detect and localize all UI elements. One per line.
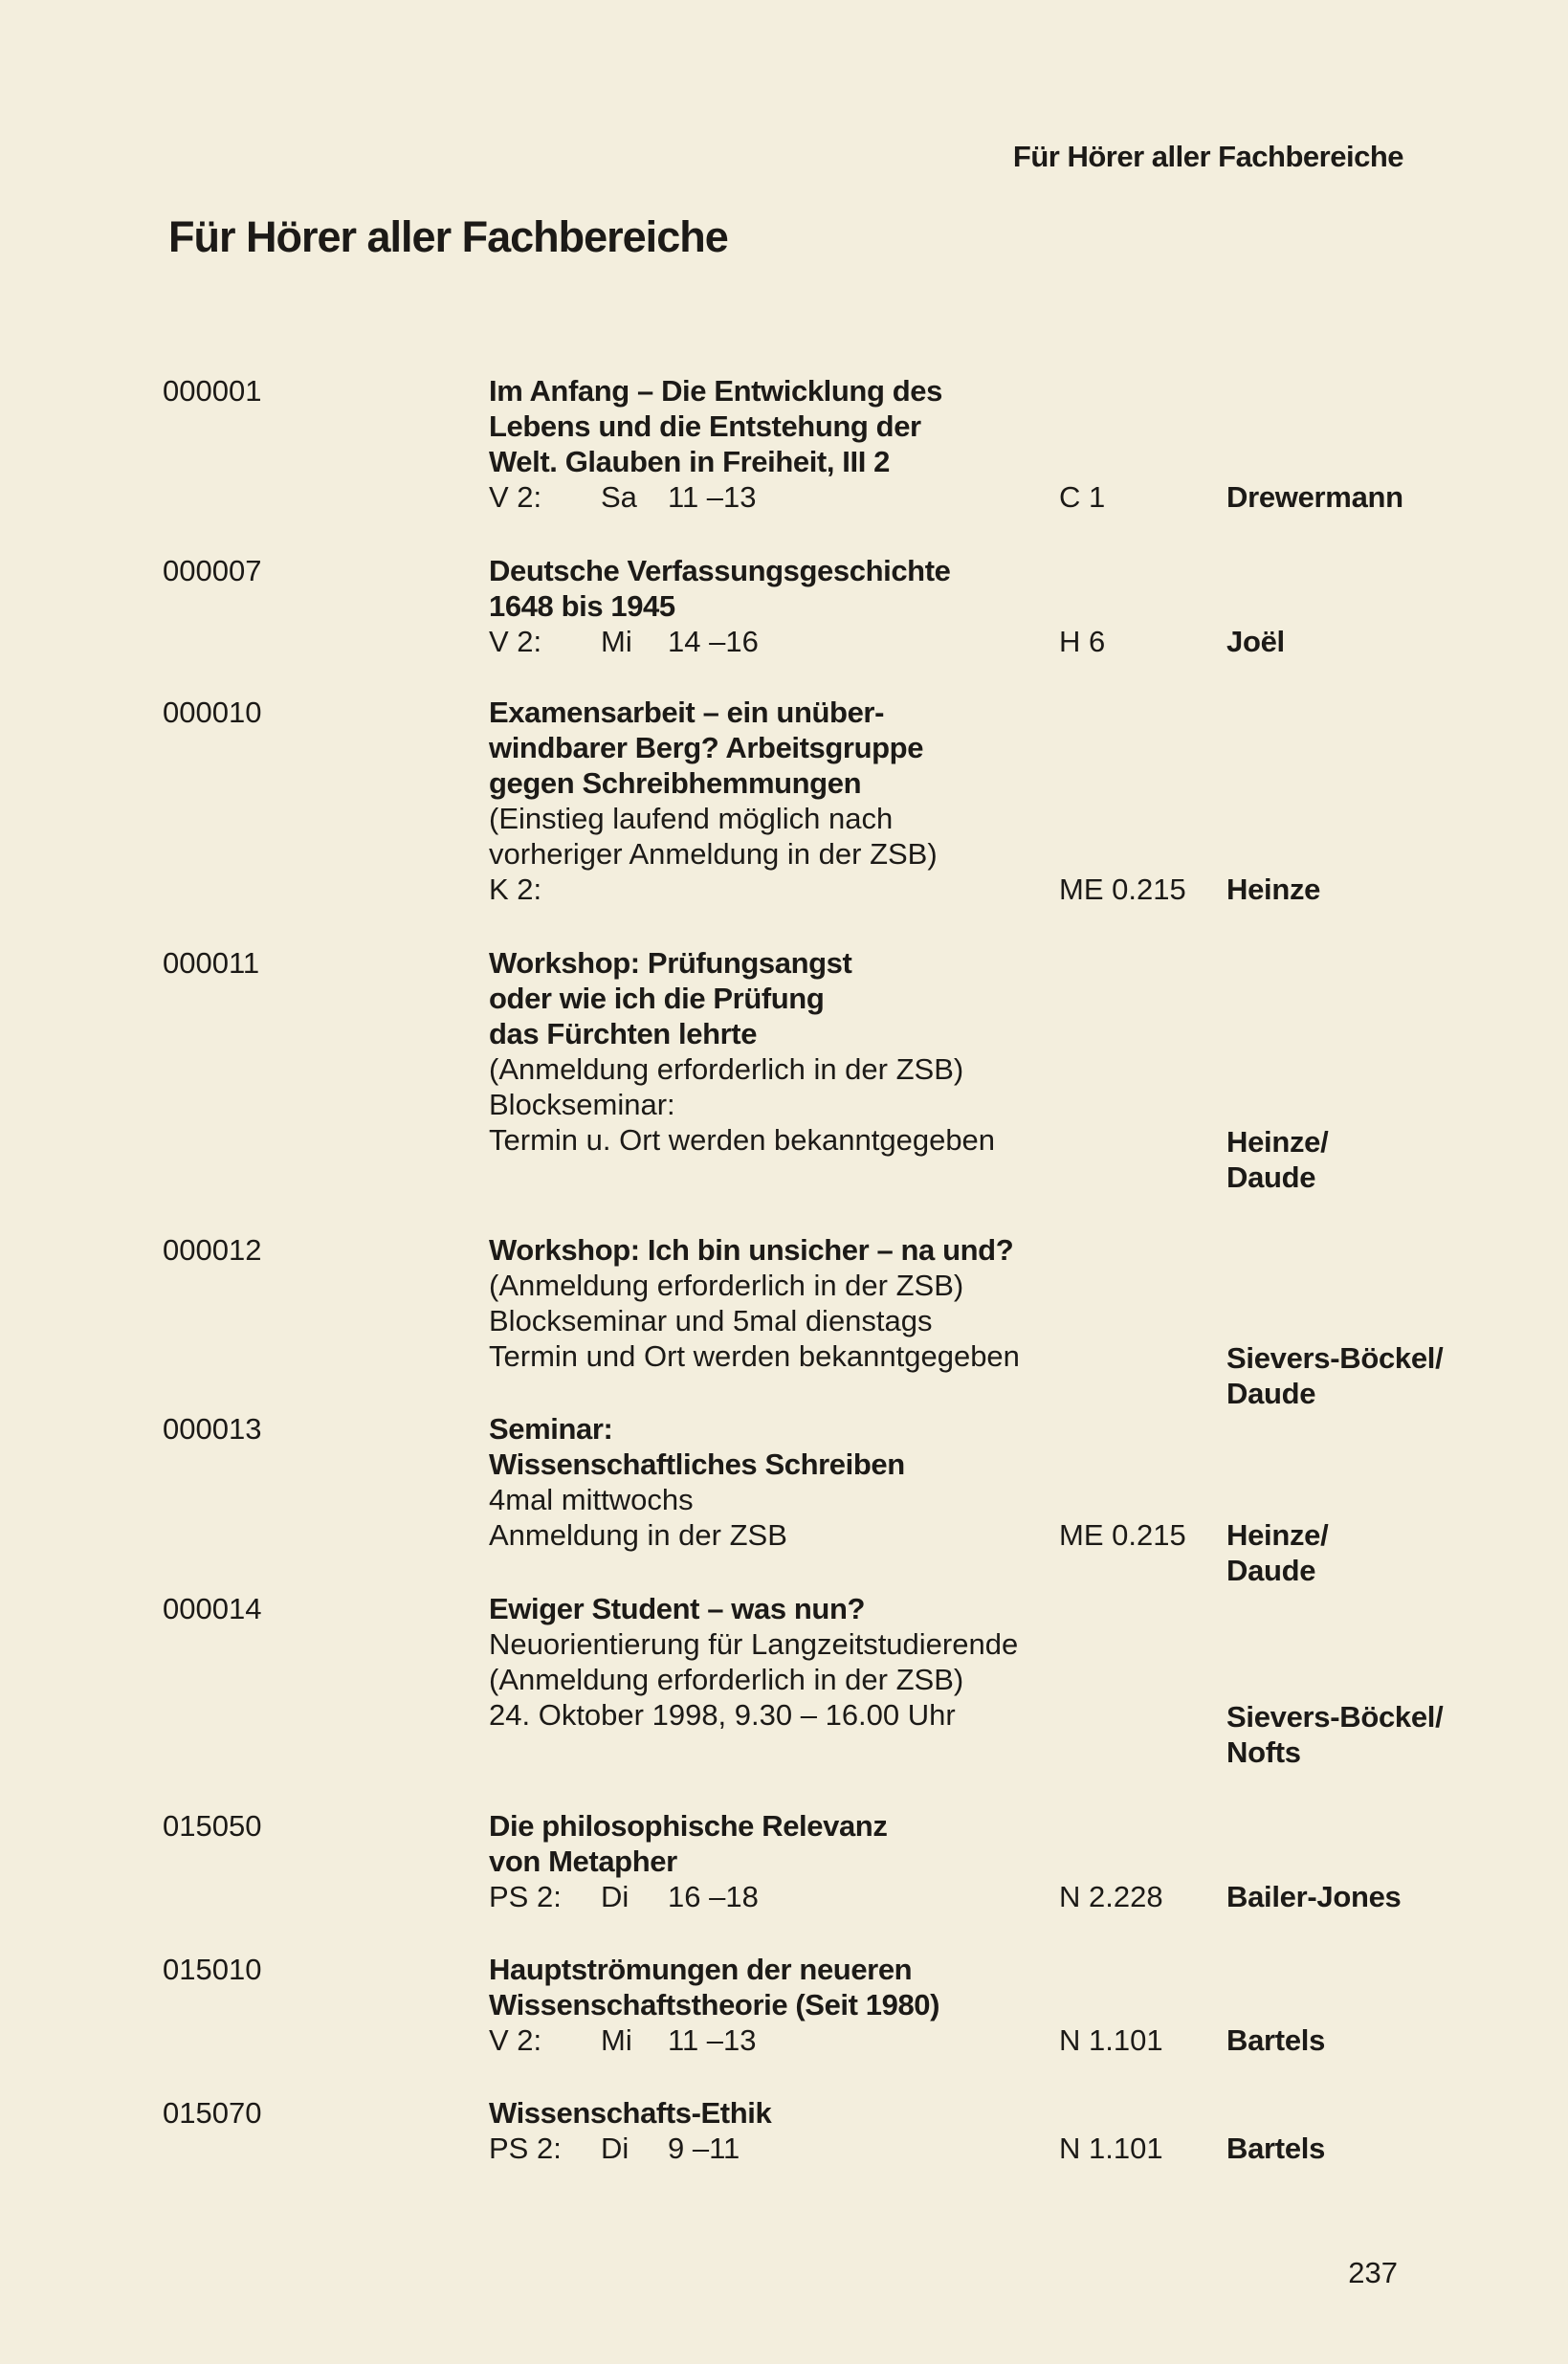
course-body — [489, 945, 1063, 1158]
course-schedule — [489, 1879, 1063, 1914]
course-lecturer-line: Sievers-Böckel/ — [1226, 1341, 1444, 1375]
course-title-line: Seminar: — [489, 1412, 613, 1446]
course-time: 11 –13 — [668, 480, 757, 514]
course-day: Mi — [601, 625, 632, 658]
course-time: 11 –13 — [668, 2023, 757, 2057]
course-room: H 6 — [1059, 625, 1106, 658]
course-note-line: (Einstieg laufend möglich nach — [489, 802, 894, 835]
course-lecturer — [1226, 2131, 1456, 2166]
course-time: 14 –16 — [668, 625, 759, 658]
course-body — [489, 1232, 1063, 1374]
course-lecturer-line: Daude — [1226, 1554, 1316, 1587]
course-type: PS 2: — [489, 2132, 562, 2165]
course-number: 015050 — [163, 1809, 262, 1843]
course-schedule — [489, 2131, 1063, 2166]
course-title-line: 1648 bis 1945 — [489, 589, 675, 623]
course-note-line: 24. Oktober 1998, 9.30 – 16.00 Uhr — [489, 1698, 956, 1732]
course-note-line: Neuorientierung für Langzeitstudierende — [489, 1627, 1019, 1661]
course-lecturer-line: Drewermann — [1226, 480, 1403, 514]
course-lecturer-line: Heinze/ — [1226, 1518, 1329, 1552]
course-type: PS 2: — [489, 1880, 562, 1913]
course-note-line: Blockseminar und 5mal dienstags — [489, 1304, 933, 1337]
course-lecturer-line: Bartels — [1226, 2132, 1326, 2165]
course-note-line: (Anmeldung erforderlich in der ZSB) — [489, 1663, 964, 1696]
course-number: 000014 — [163, 1592, 262, 1625]
course-type: K 2: — [489, 873, 542, 906]
course-title-line: Welt. Glauben in Freiheit, III 2 — [489, 445, 890, 478]
course-body — [489, 1808, 1063, 1914]
course-title-line: das Fürchten lehrte — [489, 1017, 758, 1050]
course-type: V 2: — [489, 480, 542, 514]
course-schedule — [489, 479, 1063, 515]
course-schedule — [489, 624, 1063, 659]
course-day — [601, 872, 668, 907]
course-title-line: oder wie ich die Prüfung — [489, 982, 825, 1015]
course-note-line: Termin und Ort werden bekanntgegeben — [489, 1339, 1020, 1373]
course-note-line: (Anmeldung erforderlich in der ZSB) — [489, 1052, 964, 1086]
course-lecturer — [1226, 1879, 1456, 1914]
course-title-line: Examensarbeit – ein unüber- — [489, 696, 884, 729]
course-number: 015010 — [163, 1953, 262, 1986]
course-title-line: Die philosophische Relevanz — [489, 1809, 888, 1843]
course-title-line: windbarer Berg? Arbeitsgruppe — [489, 731, 924, 764]
course-lecturer-line: Nofts — [1226, 1735, 1301, 1769]
course-title-line: Ewiger Student – was nun? — [489, 1592, 866, 1625]
course-type: V 2: — [489, 2023, 542, 2057]
course-day: Sa — [601, 480, 637, 514]
course-body — [489, 2095, 1063, 2166]
course-number: 000013 — [163, 1412, 262, 1446]
course-lecturer — [1226, 2022, 1456, 2058]
course-lecturer-line: Daude — [1226, 1377, 1316, 1410]
course-title-line: gegen Schreibhemmungen — [489, 766, 862, 800]
course-note-line: vorheriger Anmeldung in der ZSB) — [489, 837, 938, 871]
page-number: 237 — [1348, 2256, 1398, 2289]
course-lecturer-line: Bartels — [1226, 2023, 1326, 2057]
course-title-line: Workshop: Prüfungsangst — [489, 946, 852, 980]
course-body — [489, 373, 1063, 515]
course-title-line: Workshop: Ich bin unsicher – na und? — [489, 1233, 1014, 1267]
course-type: V 2: — [489, 625, 542, 658]
course-title-line: Hauptströmungen der neueren — [489, 1953, 913, 1986]
course-note-line: Termin u. Ort werden bekanntgegeben — [489, 1123, 996, 1157]
course-schedule — [489, 2022, 1063, 2058]
course-title-line: Lebens und die Entstehung der — [489, 409, 921, 443]
page-title: Für Hörer aller Fachbereiche — [168, 212, 728, 261]
course-body — [489, 695, 1063, 907]
course-number: 000012 — [163, 1233, 262, 1267]
course-lecturer — [1226, 1517, 1456, 1588]
course-number: 015070 — [163, 2096, 262, 2130]
course-lecturer — [1226, 479, 1456, 515]
course-title-line: Deutsche Verfassungsgeschichte — [489, 554, 951, 587]
course-note-line: (Anmeldung erforderlich in der ZSB) — [489, 1269, 964, 1302]
course-day: Di — [601, 1880, 629, 1913]
course-schedule — [489, 872, 1063, 907]
course-number: 000011 — [163, 946, 260, 980]
course-note-line: Blockseminar: — [489, 1088, 675, 1121]
course-body — [489, 1591, 1063, 1733]
course-time: 16 –18 — [668, 1880, 759, 1913]
course-title-line: Im Anfang – Die Entwicklung des — [489, 374, 942, 408]
course-lecturer-line: Joël — [1226, 625, 1285, 658]
course-number: 000001 — [163, 374, 262, 408]
course-body — [489, 1952, 1063, 2058]
course-room: C 1 — [1059, 480, 1106, 514]
course-lecturer — [1226, 872, 1456, 907]
course-day: Di — [601, 2132, 629, 2165]
course-room: ME 0.215 — [1059, 1518, 1186, 1552]
course-day: Mi — [601, 2023, 632, 2057]
course-title-line: Wissenschafts-Ethik — [489, 2096, 772, 2130]
course-lecturer — [1226, 624, 1456, 659]
course-number: 000010 — [163, 696, 262, 729]
course-lecturer-line: Bailer-Jones — [1226, 1880, 1402, 1913]
course-time: 9 –11 — [668, 2132, 740, 2165]
course-body — [489, 1411, 1063, 1553]
course-lecturer-line: Heinze — [1226, 873, 1321, 906]
course-body — [489, 553, 1063, 659]
course-lecturer — [1226, 1340, 1456, 1411]
course-room: N 1.101 — [1059, 2023, 1163, 2057]
course-title-line: Wissenschaftliches Schreiben — [489, 1447, 905, 1481]
course-lecturer — [1226, 1124, 1456, 1195]
course-lecturer-line: Sievers-Böckel/ — [1226, 1700, 1444, 1734]
course-room: N 2.228 — [1059, 1880, 1163, 1913]
course-lecturer-line: Heinze/ — [1226, 1125, 1329, 1159]
course-room: ME 0.215 — [1059, 873, 1186, 906]
course-title-line: Wissenschaftstheorie (Seit 1980) — [489, 1988, 940, 2022]
course-note-line: 4mal mittwochs — [489, 1483, 694, 1516]
course-lecturer — [1226, 1699, 1456, 1770]
course-title-line: von Metapher — [489, 1845, 677, 1878]
running-head: Für Hörer aller Fachbereiche — [1012, 140, 1403, 173]
course-number: 000007 — [163, 554, 262, 587]
course-lecturer-line: Daude — [1226, 1160, 1316, 1194]
course-note-line: Anmeldung in der ZSB — [489, 1518, 787, 1552]
course-room: N 1.101 — [1059, 2132, 1163, 2165]
